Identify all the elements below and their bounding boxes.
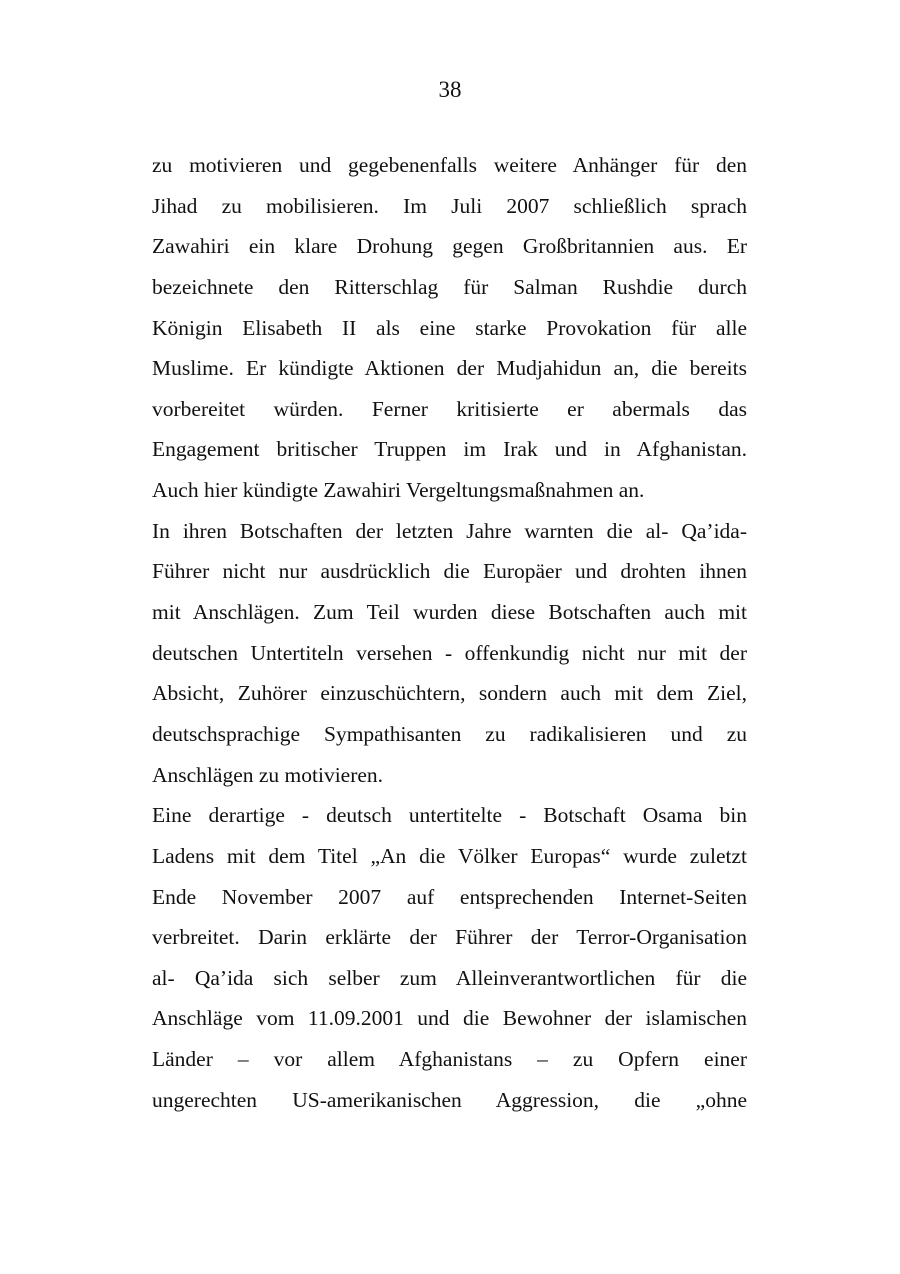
text-line: Ladens mit dem Titel „An die Völker Europas“ wurde zuletzt xyxy=(152,843,747,868)
paragraph-1 xyxy=(152,145,747,511)
text-line: Länder – vor allem Afghanistans – zu Opfern einer xyxy=(152,1047,747,1072)
page-number: 38 xyxy=(438,77,462,102)
text-line: mit Anschlägen. Zum Teil wurden diese Botschaften auch mit xyxy=(152,600,747,625)
body-text xyxy=(152,145,747,1120)
text-line: Anschlägen zu motivieren. xyxy=(152,762,384,787)
text-line: Engagement britischer Truppen im Irak und in Afghanistan. xyxy=(152,437,747,462)
text-line: Ende November 2007 auf entsprechenden Internet-Seiten xyxy=(152,884,747,909)
text-line: bezeichnete den Ritterschlag für Salman Rushdie durch xyxy=(152,274,747,299)
text-line: In ihren Botschaften der letzten Jahre warnten die al- Qa’ida- xyxy=(152,518,747,543)
text-line: Eine derartige - deutsch untertitelte - Botschaft Osama bin xyxy=(152,803,747,828)
text-line: Jihad zu mobilisieren. Im Juli 2007 schließlich sprach xyxy=(152,193,747,218)
paragraph-2 xyxy=(152,511,747,795)
text-line: Auch hier kündigte Zawahiri Vergeltungsmaßnahmen an. xyxy=(152,478,645,503)
text-line: zu motivieren und gegebenenfalls weitere Anhänger für den xyxy=(152,153,747,177)
text-line: Zawahiri ein klare Drohung gegen Großbritannien aus. Er xyxy=(152,234,747,259)
text-line: Führer nicht nur ausdrücklich die Europäer und drohten ihnen xyxy=(152,559,747,584)
text-line: deutschen Untertiteln versehen - offenkundig nicht nur mit der xyxy=(152,640,747,665)
text-line: vorbereitet würden. Ferner kritisierte er abermals das xyxy=(152,396,747,421)
text-line: ungerechten US-amerikanischen Aggression, die „ohne xyxy=(152,1087,747,1112)
text-line: al- Qa’ida sich selber zum Alleinverantwortlichen für die xyxy=(152,965,747,990)
paragraph-3 xyxy=(152,795,747,1120)
text-line: Anschläge vom 11.09.2001 und die Bewohner der islamischen xyxy=(152,1006,747,1031)
text-line: Absicht, Zuhörer einzuschüchtern, sondern auch mit dem Ziel, xyxy=(152,681,747,706)
text-line: Königin Elisabeth II als eine starke Provokation für alle xyxy=(152,315,747,340)
text-line: verbreitet. Darin erklärte der Führer der Terror-Organisation xyxy=(152,925,747,950)
text-line: deutschsprachige Sympathisanten zu radikalisieren und zu xyxy=(152,721,747,746)
text-line: Muslime. Er kündigte Aktionen der Mudjahidun an, die bereits xyxy=(152,356,747,381)
